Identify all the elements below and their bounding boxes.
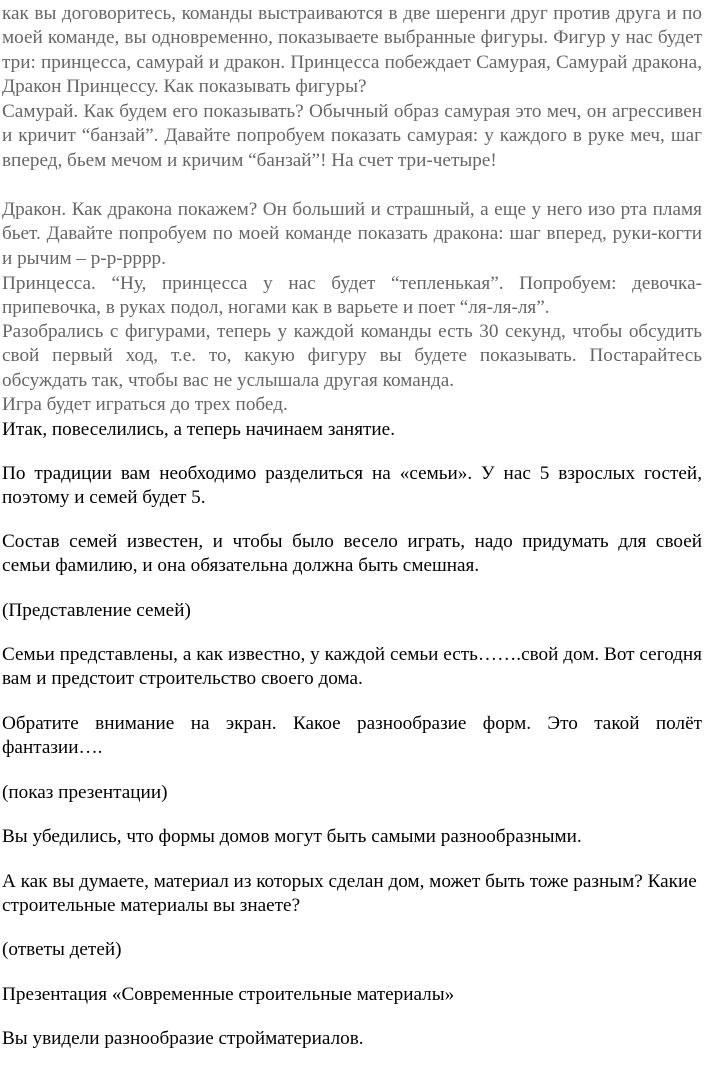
house-forms-paragraph: Вы убедились, что формы домов могут быть самыми разнообразными. bbox=[2, 826, 582, 847]
start-lesson-paragraph: Итак, повеселились, а теперь начинаем занятие. bbox=[2, 419, 395, 440]
materials-question-paragraph: А как вы думаете, материал из которых сделан дом, может быть тоже разным? Какие строительные материалы вы знаете? bbox=[2, 871, 697, 917]
victory-paragraph: Игра будет играться до трех побед. bbox=[2, 394, 288, 415]
materials-presentation-paragraph: Презентация «Современные строительные материалы» bbox=[2, 984, 455, 1005]
dragon-paragraph: Дракон. Как дракона покажем? Он больший и страшный, а еще у него изо рта пламя бьет. Давайте попробуем по моей команде показать дракона: шаг вперед, руки-когти и рычим – р-р-рррр. bbox=[2, 199, 702, 269]
family-name-paragraph: Состав семей известен, и чтобы было весело играть, надо придумать для своей семьи фамилию, и она обязательна должна быть смешная. bbox=[2, 531, 702, 577]
rules-paragraph: как вы договоритесь, команды выстраиваются в две шеренги друг против друга и по моей команде, вы одновременно, показываете выбранные фигуры. Фигур у нас будет три: принцесса, самурай и дракон. Принцесса побеждает Самурая, Самурай дракона, Дракон Принцессу. Как показывать фигуры? bbox=[2, 3, 702, 98]
family-presentation-paragraph: (Представление семей) bbox=[2, 600, 191, 621]
variety-paragraph: Вы увидели разнообразие стройматериалов. bbox=[2, 1028, 364, 1049]
discussion-paragraph: Разобрались с фигурами, теперь у каждой команды есть 30 секунд, чтобы обсудить свой первый ход, т.е. то, какую фигуру вы будете показывать. Постарайтесь обсуждать так, чтобы вас не услышала другая команда. bbox=[2, 321, 702, 391]
families-paragraph: По традиции вам необходимо разделиться на «семьи». У нас 5 взрослых гостей, поэтому и семей будет 5. bbox=[2, 463, 702, 509]
house-paragraph: Семьи представлены, а как известно, у каждой семьи есть…….свой дом. Вот сегодня вам и предстоит строительство своего дома. bbox=[2, 644, 702, 690]
screen-paragraph: Обратите внимание на экран. Какое разнообразие форм. Это такой полёт фантазии…. bbox=[2, 713, 702, 759]
samurai-paragraph: Самурай. Как будем его показывать? Обычный образ самурая это меч, он агрессивен и кричит “банзай”. Давайте попробуем показать самурая: у каждого в руке меч, шаг вперед, бьем мечом и кричим “банзай”! На счет три-четыре! bbox=[2, 101, 702, 171]
children-answers-paragraph: (ответы детей) bbox=[2, 939, 122, 960]
presentation-show-paragraph: (показ презентации) bbox=[2, 782, 168, 803]
princess-paragraph: Принцесса. “Ну, принцесса у нас будет “тепленькая”. Попробуем: девочка-припевочка, в руках подол, ногами как в варьете и поет “ля-ля-ля”. bbox=[2, 273, 702, 319]
